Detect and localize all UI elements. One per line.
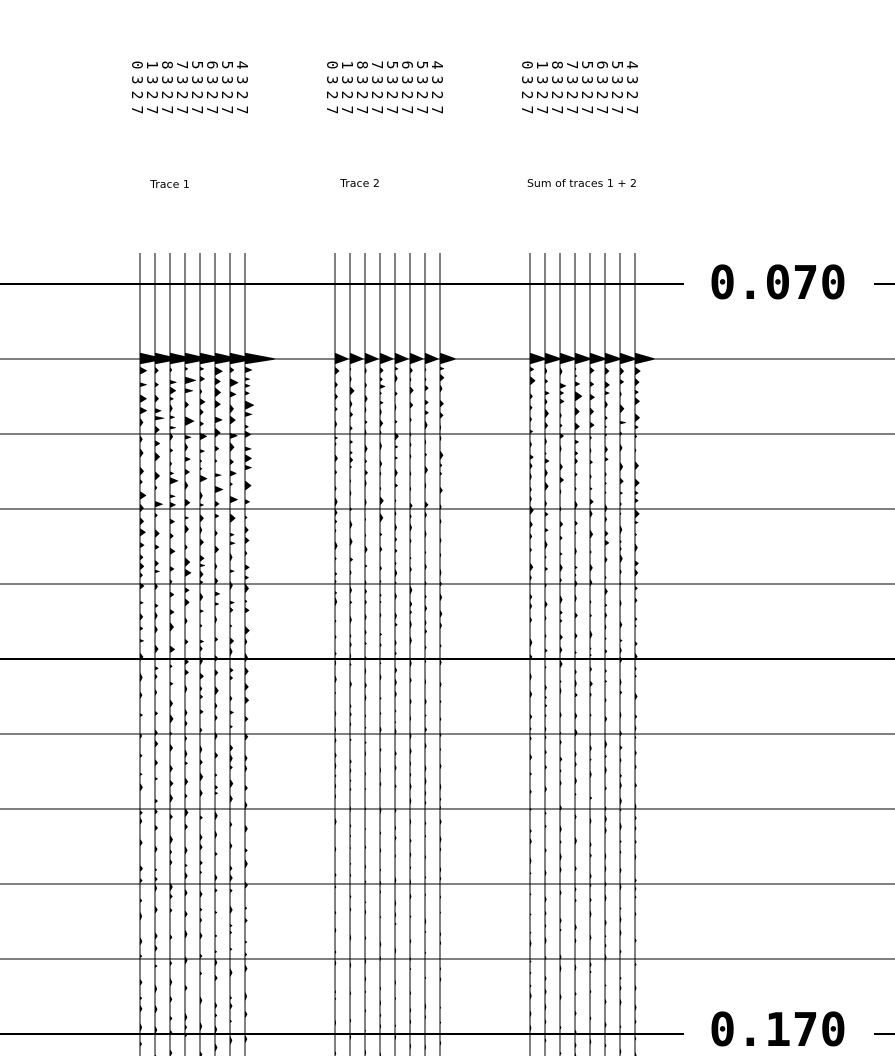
trace-header-digit: 0	[128, 60, 146, 70]
trace-wiggle	[245, 353, 277, 1043]
trace-panel-1	[140, 253, 277, 1056]
trace-header-digit: 3	[173, 75, 191, 85]
trace-header-digit: 1	[533, 60, 551, 70]
trace-header-digit: 2	[158, 90, 176, 100]
trace-wiggle	[635, 353, 656, 1056]
trace-header-digit: 5	[608, 60, 626, 70]
trace-header-digit: 7	[158, 105, 176, 115]
time-label-top: 0.070	[708, 256, 848, 310]
trace-header-digit: 3	[323, 75, 341, 85]
trace-header-digit: 3	[218, 75, 236, 85]
trace-panel-2	[335, 253, 457, 1056]
trace-header-digit: 3	[338, 75, 356, 85]
trace-header-digit: 3	[143, 75, 161, 85]
trace-header-digit: 7	[563, 105, 581, 115]
trace-header-digit: 3	[563, 75, 581, 85]
trace-header-digit: 3	[203, 75, 221, 85]
trace-header-digit: 7	[398, 105, 416, 115]
trace-header-digit: 3	[518, 75, 536, 85]
trace-header-digit: 2	[338, 90, 356, 100]
trace-header-digit: 3	[548, 75, 566, 85]
trace-header-digit: 3	[158, 75, 176, 85]
trace-wiggle	[425, 353, 439, 1052]
trace-wiggle	[380, 353, 394, 1056]
trace-header-digit: 3	[533, 75, 551, 85]
trace-header-digit: 2	[128, 90, 146, 100]
trace-header-digit: 2	[398, 90, 416, 100]
trace-wiggle	[170, 353, 196, 1056]
trace-wiggle	[350, 353, 364, 1042]
time-gridlines	[0, 284, 895, 1034]
trace-header-label	[233, 60, 251, 114]
trace-header-digit: 1	[338, 60, 356, 70]
trace-panel-3	[530, 253, 656, 1056]
trace-header-digit: 2	[578, 90, 596, 100]
trace-header-digit: 2	[353, 90, 371, 100]
trace-header-labels	[128, 60, 641, 114]
trace-wiggle	[395, 353, 409, 1056]
trace-header-digit: 3	[593, 75, 611, 85]
trace-header-digit: 7	[563, 60, 581, 70]
panel-title-1: Trace 1	[150, 178, 190, 191]
time-label-bottom: 0.170	[708, 1003, 848, 1056]
trace-header-digit: 2	[518, 90, 536, 100]
trace-wiggle	[410, 353, 424, 1051]
trace-header-digit: 3	[353, 75, 371, 85]
time-axis-labels	[684, 256, 874, 1056]
trace-wiggle	[140, 353, 166, 1047]
trace-header-digit: 7	[413, 105, 431, 115]
trace-wiggle	[200, 353, 226, 1056]
trace-header-digit: 4	[233, 60, 251, 70]
trace-wiggle	[215, 353, 241, 1052]
trace-header-digit: 3	[368, 75, 386, 85]
trace-header-digit: 7	[203, 105, 221, 115]
trace-header-digit: 2	[233, 90, 251, 100]
trace-header-digit: 7	[548, 105, 566, 115]
trace-header-digit: 2	[203, 90, 221, 100]
trace-header-digit: 7	[338, 105, 356, 115]
trace-header-digit: 5	[188, 60, 206, 70]
panel-titles	[149, 177, 637, 191]
trace-header-digit: 2	[533, 90, 551, 100]
trace-header-digit: 6	[398, 60, 416, 70]
trace-header-digit: 5	[578, 60, 596, 70]
trace-header-digit: 6	[203, 60, 221, 70]
trace-header-digit: 4	[623, 60, 641, 70]
trace-header-digit: 8	[158, 60, 176, 70]
trace-wiggle	[230, 353, 256, 1045]
trace-header-digit: 7	[428, 105, 446, 115]
trace-header-digit: 3	[428, 75, 446, 85]
trace-header-digit: 3	[623, 75, 641, 85]
trace-wiggle	[185, 353, 211, 1037]
trace-header-digit: 7	[128, 105, 146, 115]
trace-header-digit: 7	[323, 105, 341, 115]
trace-header-digit: 2	[143, 90, 161, 100]
trace-header-digit: 3	[383, 75, 401, 85]
trace-header-digit: 2	[548, 90, 566, 100]
trace-header-digit: 3	[233, 75, 251, 85]
trace-header-digit: 7	[578, 105, 596, 115]
trace-header-digit: 7	[608, 105, 626, 115]
trace-header-digit: 2	[218, 90, 236, 100]
trace-header-digit: 2	[368, 90, 386, 100]
trace-header-digit: 3	[413, 75, 431, 85]
trace-header-digit: 8	[353, 60, 371, 70]
trace-header-digit: 3	[128, 75, 146, 85]
trace-wiggle	[335, 353, 349, 1056]
trace-header-digit: 7	[218, 105, 236, 115]
trace-header-digit: 2	[608, 90, 626, 100]
trace-header-digit: 7	[518, 105, 536, 115]
trace-wiggle	[155, 353, 181, 1056]
trace-header-digit: 3	[188, 75, 206, 85]
trace-header-digit: 2	[188, 90, 206, 100]
trace-header-digit: 8	[548, 60, 566, 70]
panel-title-3: Sum of traces 1 + 2	[526, 177, 638, 190]
trace-header-digit: 1	[143, 60, 161, 70]
trace-header-digit: 5	[413, 60, 431, 70]
trace-header-digit: 2	[623, 90, 641, 100]
trace-header-digit: 7	[383, 105, 401, 115]
trace-header-digit: 7	[173, 60, 191, 70]
trace-header-digit: 2	[428, 90, 446, 100]
trace-header-digit: 3	[608, 75, 626, 85]
trace-header-digit: 7	[368, 60, 386, 70]
trace-panels	[140, 253, 656, 1056]
trace-header-digit: 7	[233, 105, 251, 115]
trace-header-digit: 7	[188, 105, 206, 115]
panel-title-2: Trace 2	[340, 177, 380, 190]
trace-header-digit: 0	[323, 60, 341, 70]
trace-header-digit: 7	[143, 105, 161, 115]
trace-header-digit: 5	[383, 60, 401, 70]
trace-header-digit: 7	[368, 105, 386, 115]
trace-header-digit: 0	[518, 60, 536, 70]
trace-header-digit: 7	[623, 105, 641, 115]
trace-header-digit: 2	[413, 90, 431, 100]
trace-header-digit: 7	[533, 105, 551, 115]
trace-header-digit: 4	[428, 60, 446, 70]
trace-wiggle	[440, 353, 457, 1047]
trace-header-label	[428, 60, 446, 114]
trace-header-digit: 2	[383, 90, 401, 100]
trace-header-label	[623, 60, 641, 114]
trace-header-digit: 3	[398, 75, 416, 85]
trace-header-digit: 7	[353, 105, 371, 115]
trace-header-digit: 6	[593, 60, 611, 70]
trace-header-digit: 7	[593, 105, 611, 115]
trace-header-digit: 7	[173, 105, 191, 115]
trace-header-digit: 3	[578, 75, 596, 85]
trace-header-digit: 2	[563, 90, 581, 100]
trace-header-digit: 2	[323, 90, 341, 100]
trace-header-digit: 2	[593, 90, 611, 100]
trace-header-digit: 5	[218, 60, 236, 70]
trace-wiggle	[365, 353, 379, 1056]
trace-header-digit: 2	[173, 90, 191, 100]
